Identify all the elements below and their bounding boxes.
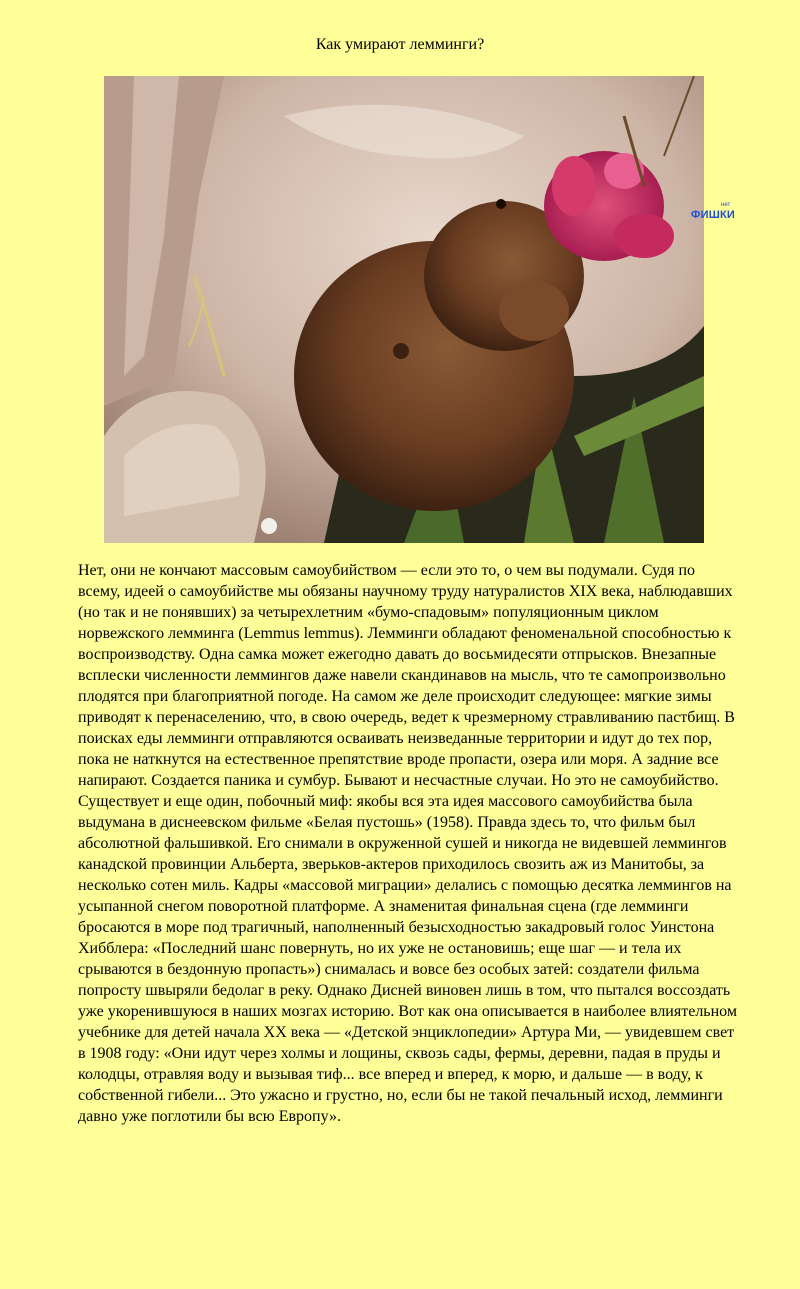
lemming-photo-drawing xyxy=(104,76,704,543)
watermark-suffix: нет xyxy=(721,202,731,208)
watermark-brand: ФИШКИ xyxy=(691,209,735,221)
article-paragraph: Существует и еще один, побочный миф: якобы вся эта идея массового самоубийства была выдумана в диснеевском фильме «Белая пустошь» (1958). Правда здесь то, что фильм был абсолютной фальшивкой. Его снимали в окруженной сушей и никогда не видевшей леммингов канадской провинции Альберта, зверьков-актеров приходилось свозить аж из Манитобы, за несколько сотен миль. Кадры «массовой миграции» делались с помощью десятка леммингов на усыпанной снегом поворотной платформе. А знаменитая финальная сцена (где лемминги бросаются в море под трагичный, наполненный безысходностью закадровый голос Уинстона Хибблера: «Последний шанс повернуть, но их уже не остановишь; еще шаг — и тела их срываются в бездонную пропасть») снималась и вовсе без особых затей: создатели фильма попросту швыряли бедолаг в реку. Однако Дисней виновен лишь в том, что пытался воссоздать уже укоренившуюся в наших мозгах историю. Вот как она описывается в наиболее влиятельном учебнике для детей начала XX века — «Детской энциклопедии» Артура Ми, — увидевшем свет в 1908 году: «Они идут через холмы и лощины, сквозь сады, фермы, деревни, падая в пруды и колодцы, отравляя воду и вызывая тиф... все вперед и вперед, к морю, и дальше — в воду, к собственной гибели... Это ужасно и грустно, но, если бы не такой печальный исход, лемминги давно уже поглотили бы всю Европу». xyxy=(78,793,737,1125)
lemming-photo xyxy=(104,76,704,543)
fishki-watermark xyxy=(689,200,739,226)
page-title: Как умирают лемминги? xyxy=(315,36,485,53)
article-paragraph: Нет, они не кончают массовым самоубийством — если это то, о чем вы подумали. Судя по всему, идеей о самоубийстве мы обязаны научному труду натуралистов XIX века, наблюдавших (но так и не понявших) за четырехлетним «бумо-спадовым» популяционным циклом норвежского лемминга (Lemmus lemmus). Лемминги обладают феноменальной способностью к воспроизводству. Одна самка может ежегодно давать до восьмидесяти отпрысков. Внезапные всплески численности леммингов даже навели скандинавов на мысль, что те самопроизвольно плодятся при благоприятной погоде. На самом же деле происходит следующее: мягкие зимы приводят к перенаселению, что, в свою очередь, ведет к чрезмерному стравливанию пастбищ. В поисках еды лемминги отправляются осваивать неизведанные территории и идут до тех пор, пока не наткнутся на естественное препятствие вроде пропасти, озера или моря. А задние все напирают. Создается паника и сумбур. Бывают и несчастные случаи. Но это не самоубийство. xyxy=(78,562,735,789)
article-body xyxy=(78,560,738,1127)
